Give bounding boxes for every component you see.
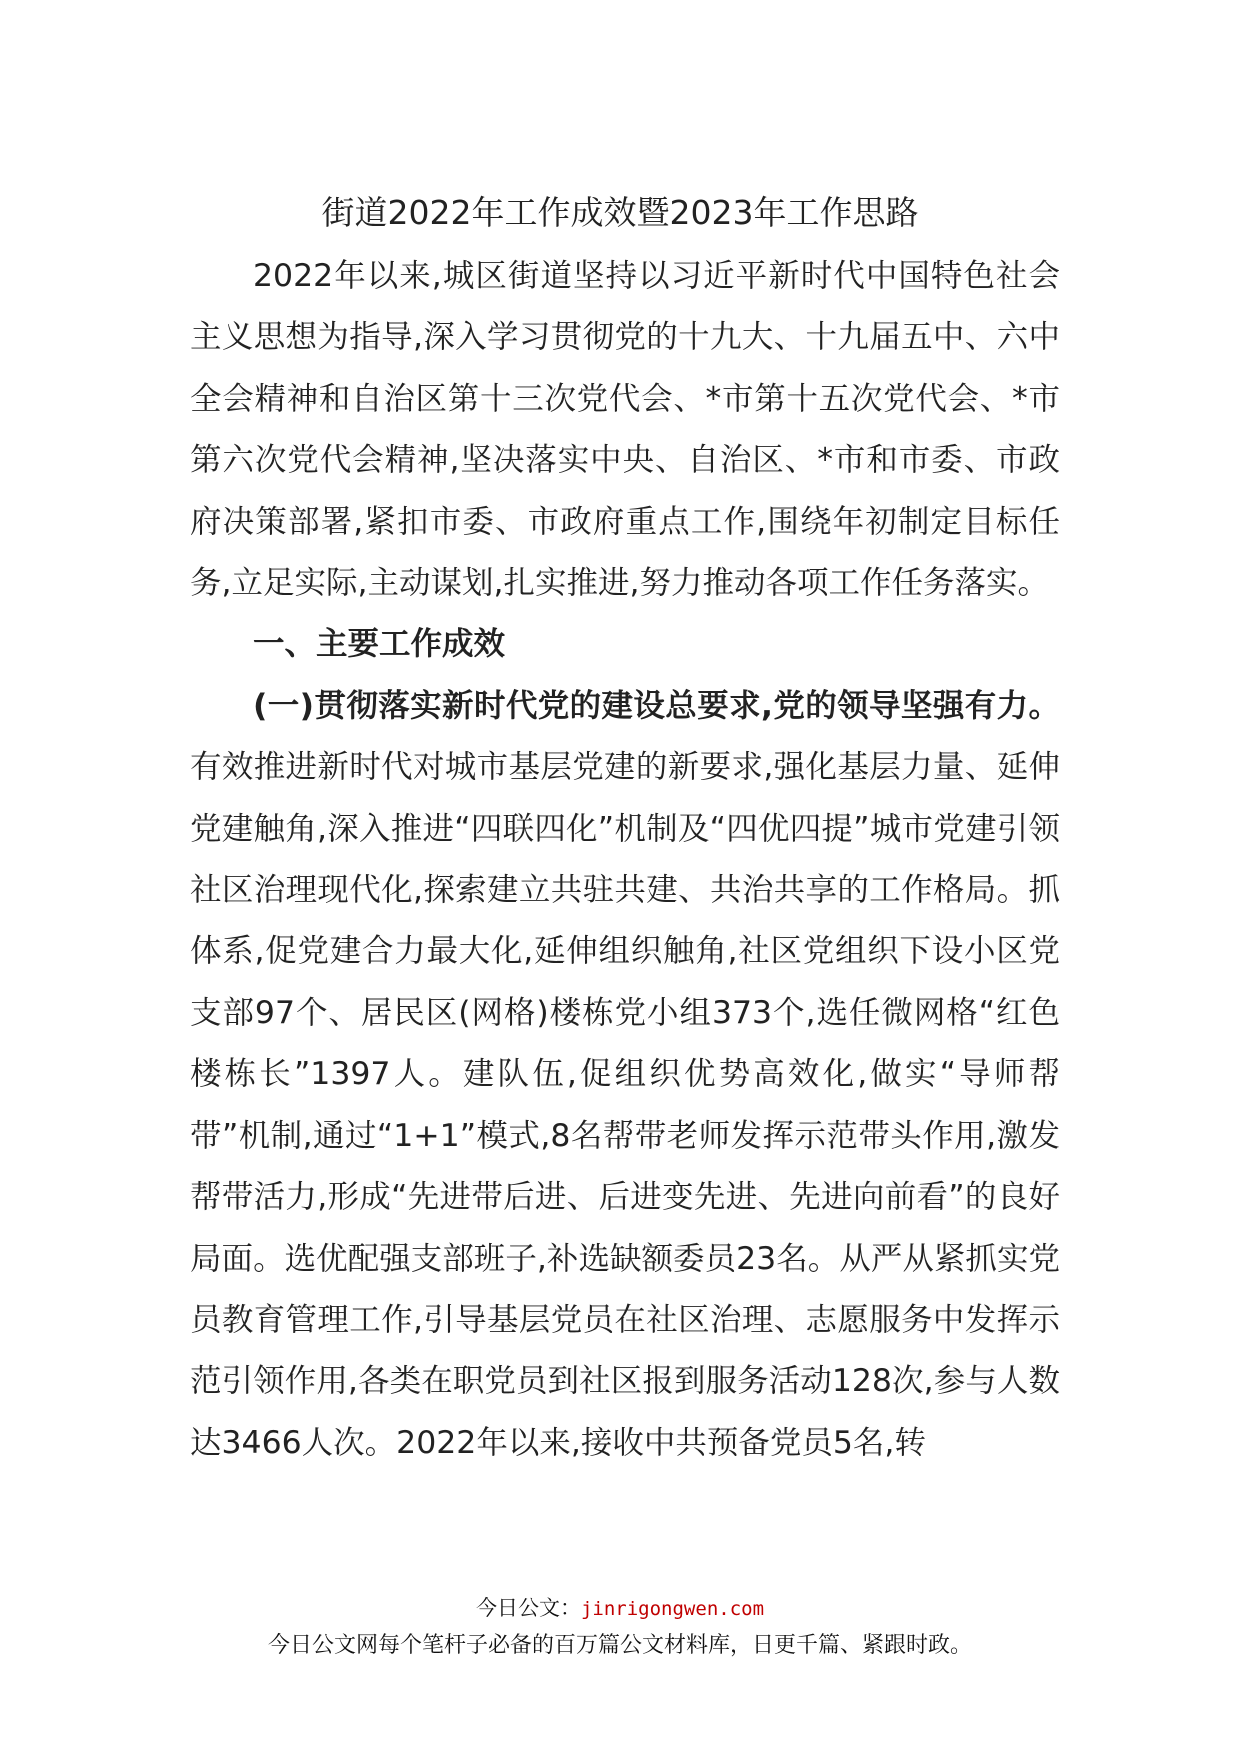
subsection-body: 有效推进新时代对城市基层党建的新要求,强化基层力量、延伸党建触角,深入推进“四联四化”机制及“四优四提”城市党建引领社区治理现代化,探索建立共驻共建、共治共享的工作格局。抓体系,促党建合力最大化,延伸组织触角,社区党组织下设小区党支部97个、居民区(网格)楼栋党小组373个,选任微网格“红色楼栋长”1397人。建队伍,促组织优势高效化,做实“导师帮带”机制,通过“1+1”模式,8名帮带老师发挥示范带头作用,激发帮带活力,形成“先进带后进、后进变先进、先进向前看”的良好局面。选优配强支部班子,补选缺额委员23名。从严从紧抓实党员教育管理工作,引导基层党员在社区治理、志愿服务中发挥示范引领作用,各类在职党员到社区报到服务活动128次,参与人数达3466人次。2022年以来,接收中共预备党员5名,转 [190, 749, 1060, 1461]
footer-brand: 今日公文： [475, 1596, 581, 1620]
watermark-footer [0, 1593, 1240, 1661]
footer-tagline: 今日公文网每个笔杆子必备的百万篇公文材料库，日更千篇、紧跟时政。 [267, 1633, 972, 1658]
subsection-lead: (一)贯彻落实新时代党的建设总要求,党的领导坚强有力。 [253, 687, 1060, 724]
subsection-paragraph [190, 676, 1060, 1474]
footer-site-link[interactable]: jinrigongwen.com [580, 1598, 765, 1620]
document-title: 街道2022年工作成效暨2023年工作思路 [321, 193, 919, 232]
intro-paragraph: 2022年以来,城区街道坚持以习近平新时代中国特色社会主义思想为指导,深入学习贯彻党的十九大、十九届五中、六中全会精神和自治区第十三次党代会、*市第十五次党代会、*市第六次党代会精神,坚决落实中央、自治区、*市和市委、市政府决策部署,紧扣市委、市政府重点工作,围绕年初制定目标任务,立足实际,主动谋划,扎实推进,努力推动各项工作任务落实。 [190, 258, 1060, 602]
section-heading: 一、主要工作成效 [253, 626, 506, 663]
document-body [190, 246, 1060, 1474]
footer-source-line [0, 1593, 1240, 1623]
